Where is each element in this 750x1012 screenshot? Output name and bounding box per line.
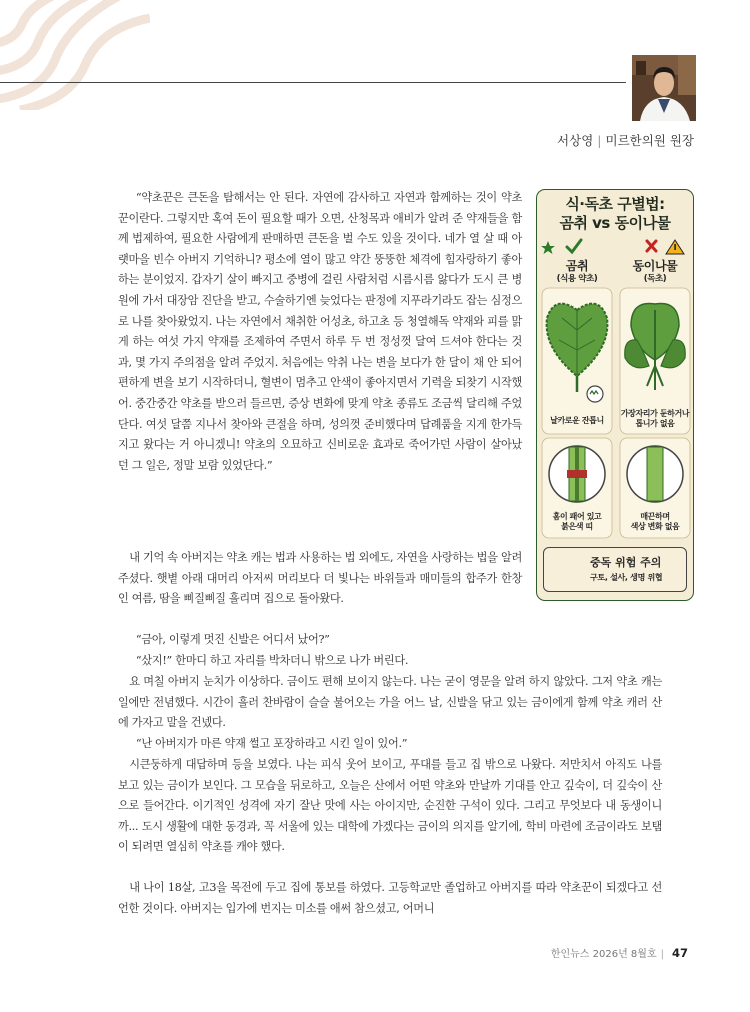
star-icon [541,241,555,254]
article-quote-1: “금아, 이렇게 멋진 신발은 어디서 났어?” [135,633,330,646]
article-paragraph-3: 요 며칠 아버지 눈치가 이상하다. 금이도 편해 보이지 않는다. 나는 굳이 영문을 알려 하지 않았다. 그저 약초 캐는 일에만 전념했다. 시간이 흘러 찬바람이 슬슬 불어오는 가을 어느 날, 신발을 닦고 있는 금이에게 함께 약초 캐러 산에 가자고 말을 건넸다. [118,675,662,730]
gomchwi-stem-caption [542,512,612,532]
author-byline: 서상영 | 미르한의원 원장 [557,133,694,148]
gomchwi-sublabel: (식용 약초) [556,274,598,284]
gomchwi-label: 곰취 [565,259,589,273]
article-quote-2: “샀지!” 한마디 하고 자리를 박차더니 밖으로 나가 버린다. [135,654,409,667]
article-quote-3: “난 아버지가 마른 약재 썰고 포장하라고 시킨 일이 있어.” [135,737,408,750]
gomchwi-stem-caption-1: 홈이 패어 있고 [552,512,602,521]
warning-title: 중독 위험 주의 [590,556,662,569]
gomchwi-stem-icon [567,447,587,501]
article-paragraph-1: “약초꾼은 큰돈을 탐해서는 안 된다. 자연에 감사하고 자연과 함께하는 것이 약초꾼이란다. 그렇지만 혹여 돈이 필요할 때가 오면, 산청목과 애비가 알려 준 약재들을 함께 법제하여, 필요한 사람에게 판매하면 큰돈을 벌 수도 있을 것이다. 네가 열 살 때 아랫마을 빈수 아버지 기억하니? 평소에 열이 많고 약간 뚱뚱한 체격에 힘자랑하기 좋아하는 분이었지. 갑자기 살이 빠지고 중병에 걸린 사람처럼 시름시름 앓다가 도시 큰 병원에 가서 대장암 진단을 받고, 수술하기엔 늦었다는 판정에 지푸라기라도 잡는 심정으로 나를 찾아왔었지. 나는 자연에서 채취한 어성초, 하고초 등 청열해독 약재와 피를 맑게 하는 여섯 가지 약재를 조제하여 주면서 하루 두 번 정성껏 달여 드셔야 한다는 것과, 몇 가지 주의점을 알려 주었지. 처음에는 악취 나는 변을 보다가 한 달이 채 안 되어 편하게 변을 보기 시작하더니, 혈변이 멈추고 안색이 좋아지면서 기력을 되찾기 시작했어. 중간중간 약초를 받으러 들르면, 증상 변화에 맞게 약초 종류도 조금씩 달리해 주었단다. 여섯 달쯤 지나서 찾아와 큰절을 하며, 성의껏 준비했다며 답례품을 지게 한가득 지고 왔다는 거 아니겠니! 약초의 오묘하고 신비로운 효과로 죽어가던 사람이 살아났던 그 일은, 정말 보람 있었단다.” [118,191,522,472]
magazine-issue: 한인뉴스 2026년 8월호 [550,949,657,960]
dongi-namul-leaf-caption-1: 가장자리가 둔하거나 [620,409,690,418]
author-name: 서상영 [557,133,594,148]
article-paragraph-2: 내 기억 속 아버지는 약초 캐는 법과 사용하는 법 외에도, 자연을 사랑하는 법을 알려 주셨다. 햇볕 아래 대머리 아저씨 머리보다 더 빛나는 바위들과 매미들의 합주가 한창인 여름, 땀을 삐질삐질 흘리며 집으로 돌아왔다. [118,551,522,606]
article-paragraph-5: 내 나이 18살, 고3을 목전에 두고 집에 통보를 하였다. 고등학교만 졸업하고 아버지를 따라 약초꾼이 되겠다고 선언한 것이다. 아버지는 입가에 번지는 미소를 애써 참으셨고, 어머니 [118,881,662,915]
infographic-drawing [537,190,695,602]
infographic-title-line2: 곰취 vs 동이나물 [559,214,671,232]
magnifier-detail-icon [587,386,603,402]
page-number: 47 [671,946,688,960]
warning-subtitle: 구토, 설사, 생명 위협 [590,573,663,582]
page-footer: 한인뉴스 2026년 8월호 | 47 [550,946,688,960]
author-title: 미르한의원 원장 [605,133,694,148]
infographic-title-line1: 식·독초 구별법: [565,195,665,213]
dongi-namul-sublabel: (독초) [643,274,667,284]
dongi-namul-stem-caption [620,512,690,532]
herb-comparison-infographic [536,189,694,601]
corner-ornament [0,0,150,110]
dongi-namul-label: 동이나물 [632,259,678,273]
dongi-namul-leaf-caption-2: 톱니가 없음 [635,419,675,428]
header-rule [0,82,626,83]
article-paragraph-4: 시큰둥하게 대답하며 등을 보였다. 나는 피식 웃어 보이고, 푸대를 들고 집 밖으로 나왔다. 저만치서 아직도 나를 보고 있는 금이가 보인다. 그 모습을 뒤로하고, 오늘은 산에서 어떤 약초와 만날까 기대를 안고 깊숙이, 더 깊숙이 산으로 들어간다. 이기적인 성격에 자기 잘난 맛에 사는 아이지만, 순진한 구석이 있다. 그리고 무엇보다 내 동생이니까... 도시 생활에 대한 동경과, 꼭 서울에 있는 대학에 가겠다는 금이의 의지를 알기에, 학비 마련에 조금이라도 보탬이 되려면 열심히 약초를 캐야 했다. [118,758,662,854]
gomchwi-leaf-caption: 날카로운 잔톱니 [550,416,604,425]
author-portrait [632,55,696,121]
gomchwi-stem-caption-2: 붉은색 띠 [561,522,593,531]
check-icon [567,240,581,252]
infographic-title [537,195,693,233]
dongi-namul-stem-icon [647,447,663,501]
dongi-namul-stem-caption-2: 색상 변화 없음 [630,522,680,531]
dongi-namul-stem-caption-1: 매끈하며 [640,512,670,521]
dongi-namul-leaf-caption [620,409,690,429]
poison-warning-box [543,547,687,592]
cross-icon [647,241,656,251]
